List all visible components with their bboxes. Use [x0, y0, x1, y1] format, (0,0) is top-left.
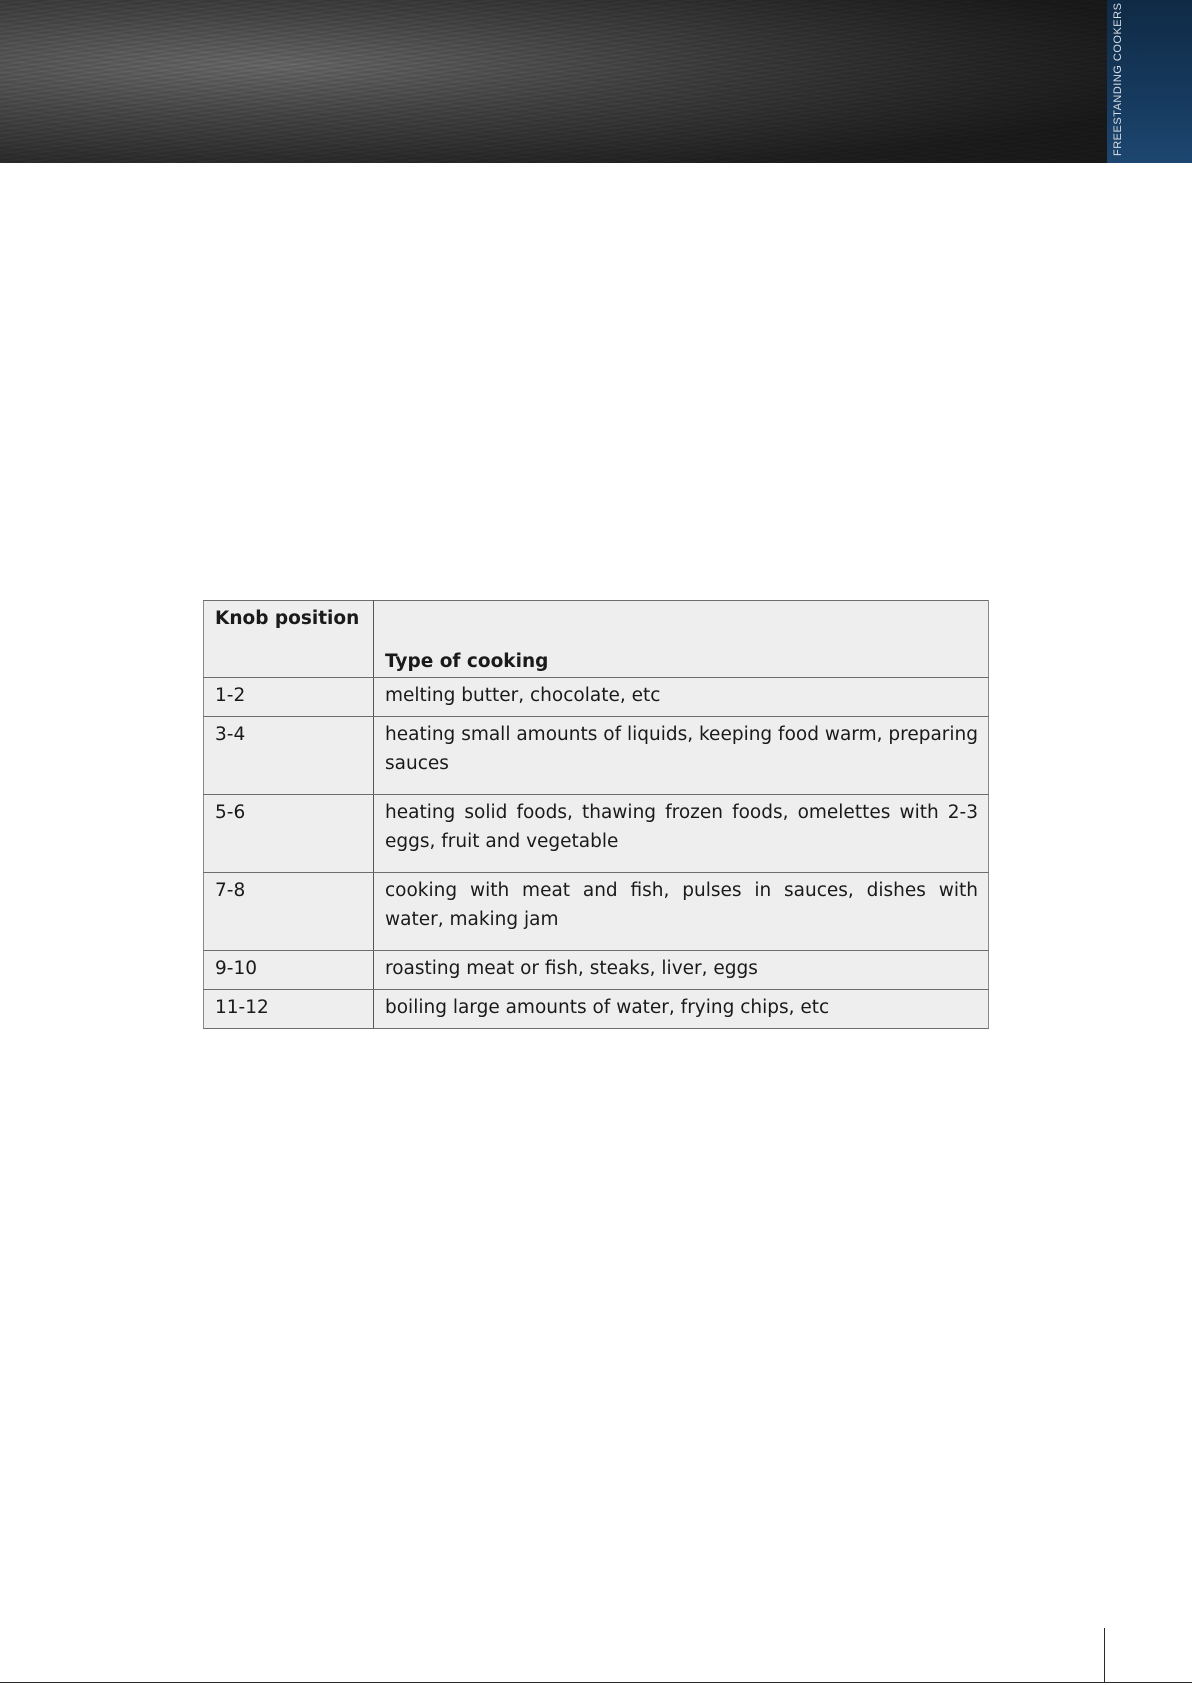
table-row [204, 717, 989, 795]
knob-position-cell: 1-2 [204, 678, 374, 717]
knob-position-cell: 7-8 [204, 873, 374, 951]
footer-rule [0, 1682, 1192, 1683]
footer-divider-tick [1104, 1628, 1105, 1683]
cooking-type-cell: melting butter, chocolate, etc [374, 678, 989, 717]
knob-position-cell: 11-12 [204, 990, 374, 1029]
cooking-table [203, 600, 989, 1029]
table-row [204, 873, 989, 951]
cooking-type-cell: heating solid foods, thawing frozen foods, omelettes with 2-3 eggs, fruit and vegetable [374, 795, 989, 873]
header-type-of-cooking: Type of cooking [374, 601, 989, 678]
table-row [204, 678, 989, 717]
knob-position-cell: 9-10 [204, 951, 374, 990]
section-tab-label: FREESTANDING COOKERS [1112, 2, 1124, 156]
cooking-type-cell: roasting meat or fish, steaks, liver, eggs [374, 951, 989, 990]
header-banner [0, 0, 1107, 163]
cooking-type-cell: boiling large amounts of water, frying chips, etc [374, 990, 989, 1029]
table-row [204, 795, 989, 873]
table-row [204, 951, 989, 990]
cooking-type-cell: heating small amounts of liquids, keeping food warm, preparing sauces [374, 717, 989, 795]
table-row [204, 990, 989, 1029]
header-knob-position: Knob position [204, 601, 374, 678]
knob-position-cell: 5-6 [204, 795, 374, 873]
banner-shade [0, 0, 1107, 163]
table-header-row [204, 601, 989, 678]
cooking-type-cell: cooking with meat and fish, pulses in sauces, dishes with water, making jam [374, 873, 989, 951]
knob-position-cell: 3-4 [204, 717, 374, 795]
